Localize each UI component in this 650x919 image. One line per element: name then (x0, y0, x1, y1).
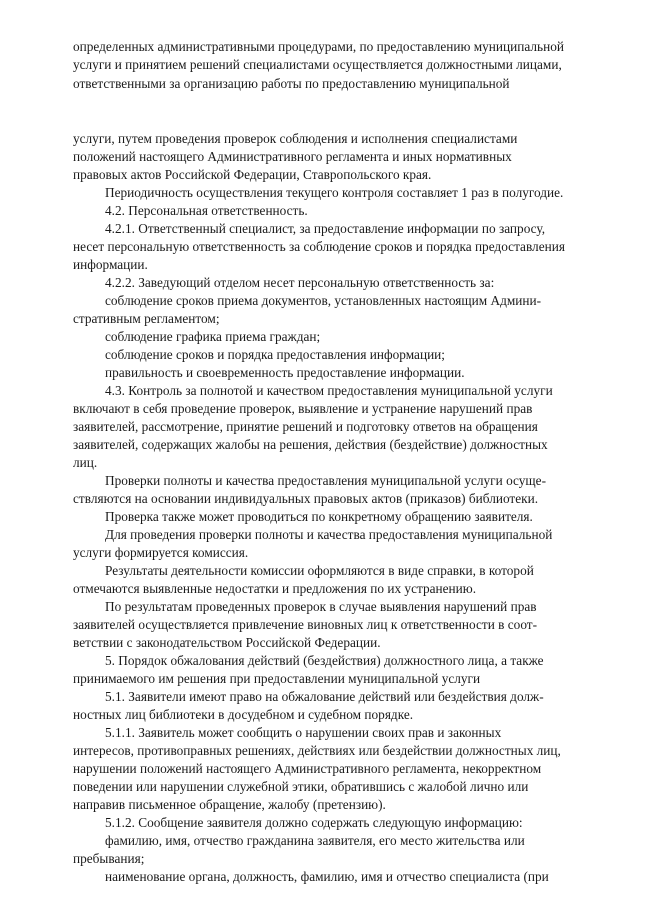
text-line: соблюдение сроков и порядка предоставления информации; (105, 347, 445, 362)
text-line: заявителей, содержащих жалобы на решения, действия (бездействие) должностных (73, 437, 548, 452)
text-line: заявителей, рассмотрение, принятие решений и подготовку ответов на обращения (73, 419, 538, 434)
text-line: включают в себя проведение проверок, выявление и устранение нарушений прав (73, 401, 533, 416)
text-line: поведении или нарушении служебной этики, обратившись с жалобой лично или (73, 779, 529, 794)
text-line: правовых актов Российской Федерации, Ставропольского края. (73, 167, 432, 182)
text-line: Проверка также может проводиться по конкретному обращению заявителя. (105, 509, 533, 524)
text-line: направив письменное обращение, жалобу (претензию). (73, 797, 386, 812)
text-line: интересов, противоправных решениях, действиях или бездействии должностных лиц, (73, 743, 561, 758)
text-line: лиц. (73, 455, 98, 470)
text-line: нарушении положений настоящего Административного регламента, некорректном (73, 761, 542, 776)
text-line: Результаты деятельности комиссии оформляются в виде справки, в которой (105, 563, 534, 578)
text-line: определенных административными процедурами, по предоставлению муниципальной (73, 39, 564, 54)
text-line: 5.1. Заявители имеют право на обжалование действий или бездействия долж- (105, 689, 544, 704)
text-line: стративным регламентом; (73, 311, 220, 326)
text-line: 4.2. Персональная ответственность. (105, 203, 308, 218)
text-line: соблюдение графика приема граждан; (105, 329, 321, 344)
text-line: заявителей осуществляется привлечение виновных лиц к ответственности в соот- (73, 617, 538, 632)
text-line: По результатам проведенных проверок в случае выявления нарушений прав (105, 599, 537, 614)
text-line: наименование органа, должность, фамилию, имя и отчество специалиста (при (105, 869, 549, 884)
text-line: 4.3. Контроль за полнотой и качеством предоставления муниципальной услуги (105, 383, 553, 398)
text-line: услуги и принятием решений специалистами осуществляется должностными лицами, (73, 57, 562, 72)
text-line: положений настоящего Административного регламента и иных нормативных (73, 149, 512, 164)
text-line: ностных лиц библиотеки в досудебном и судебном порядке. (73, 707, 414, 722)
text-line: 4.2.1. Ответственный специалист, за предоставление информации по запросу, (105, 221, 546, 236)
text-line: 5.1.2. Сообщение заявителя должно содержать следующую информацию: (105, 815, 523, 830)
text-line: ветствии с законодательством Российской Федерации. (73, 635, 381, 650)
text-line: Периодичность осуществления текущего контроля составляет 1 раз в полугодие. (105, 185, 564, 200)
text-line: пребывания; (73, 851, 145, 866)
text-line: ответственными за организацию работы по предоставлению муниципальной (73, 76, 510, 91)
text-line: информации. (73, 257, 148, 272)
text-line: несет персональную ответственность за соблюдение сроков и порядка предоставления (73, 239, 565, 254)
text-line: ствляются на основании индивидуальных правовых актов (приказов) библиотеки. (73, 491, 539, 506)
text-line: фамилию, имя, отчество гражданина заявителя, его место жительства или (105, 833, 525, 848)
text-line: 5.1.1. Заявитель может сообщить о нарушении своих прав и законных (105, 725, 502, 740)
text-line: правильность и своевременность предоставление информации. (105, 365, 465, 380)
text-line: Проверки полноты и качества предоставления муниципальной услуги осуще- (105, 473, 547, 488)
text-line: принимаемого им решения при предоставлении муниципальной услуги (73, 671, 481, 686)
text-line: 4.2.2. Заведующий отделом несет персональную ответственность за: (105, 275, 495, 290)
text-line: Для проведения проверки полноты и качества предоставления муниципальной (105, 527, 553, 542)
text-line: соблюдение сроков приема документов, установленных настоящим Админи- (105, 293, 542, 308)
text-line: услуги, путем проведения проверок соблюдения и исполнения специалистами (73, 131, 518, 146)
text-line: отмечаются выявленные недостатки и предложения по их устранению. (73, 581, 477, 596)
text-line: услуги формируется комиссия. (73, 545, 249, 560)
text-line: 5. Порядок обжалования действий (бездействия) должностного лица, а также (105, 653, 544, 668)
